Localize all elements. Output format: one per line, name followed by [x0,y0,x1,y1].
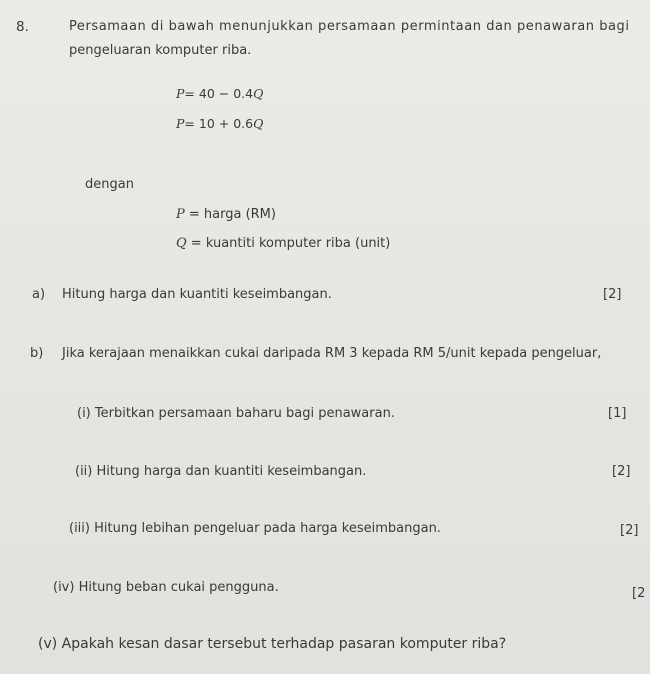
part-b-text: Jika kerajaan menaikkan cukai daripada RM 3 kepada RM 5/unit kepada pengeluar, [62,346,602,361]
definition-quantity [176,233,390,254]
subquestion-iii: (iii) Hitung lebihan pengeluar pada harga keseimbangan. [69,521,441,536]
subquestion-iv-marks: [2 [632,586,646,601]
demand-equation [176,86,263,101]
supply-equation [176,116,263,131]
subquestion-ii-marks: [2] [612,464,631,479]
part-a-marks: [2] [603,287,622,302]
question-intro-line1: Persamaan di bawah menunjukkan persamaan permintaan dan penawaran bagi [69,19,630,34]
equation-price-var: P [176,86,185,101]
question-number: 8. [16,19,29,35]
equation-quantity-var: Q [253,116,264,131]
definition-var: Q [176,236,187,251]
subquestion-iv: (iv) Hitung beban cukai pengguna. [53,580,279,595]
dengan-label: dengan [85,177,134,192]
part-a-label: a) [32,287,46,302]
subquestion-iii-marks: [2] [620,523,639,538]
subquestion-i: (i) Terbitkan persamaan baharu bagi penawaran. [77,406,395,421]
definition-text: = kuantiti komputer riba (unit) [186,236,391,251]
equation-rhs: = 10 + 0.6 [184,116,254,131]
definition-text: = harga (RM) [184,207,276,222]
definition-price [176,204,276,225]
equation-quantity-var: Q [253,86,264,101]
question-intro-line2: pengeluaran komputer riba. [69,43,252,58]
definition-var: P [176,207,185,222]
subquestion-v: (v) Apakah kesan dasar tersebut terhadap pasaran komputer riba? [38,636,507,652]
part-a-text: Hitung harga dan kuantiti keseimbangan. [62,287,332,302]
equation-rhs: = 40 − 0.4 [184,86,254,101]
part-b-label: b) [30,346,44,361]
subquestion-ii: (ii) Hitung harga dan kuantiti keseimbangan. [75,464,367,479]
equation-price-var: P [176,116,185,131]
subquestion-i-marks: [1] [608,406,627,421]
